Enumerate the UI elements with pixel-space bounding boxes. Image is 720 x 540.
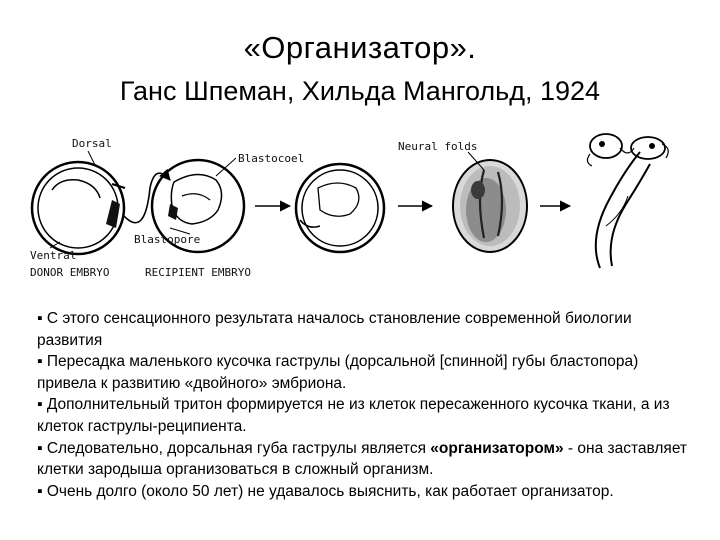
bullet-bold-term: «организатором» <box>430 439 564 457</box>
bullet-marker: ▪ <box>37 310 43 327</box>
bullet-list <box>37 308 697 502</box>
label-recipient-embryo: RECIPIENT EMBRYO <box>145 266 251 279</box>
bullet-marker: ▪ <box>37 482 43 500</box>
bullet-marker: ▪ <box>37 396 43 414</box>
label-neural-folds: Neural folds <box>398 140 478 153</box>
bullet-text: Следовательно, дорсальная губа гаструлы является <box>46 439 431 457</box>
neurula-drawing <box>453 160 527 252</box>
page-subtitle: Ганс Шпеман, Хильда Мангольд, 1924 <box>119 76 601 106</box>
transplant-diagram <box>0 118 720 286</box>
bullet-item <box>37 481 697 503</box>
bullet-marker: ▪ <box>37 439 43 457</box>
bullet-text: - она заставляет клетки зародыша организоваться в сложный организм. <box>37 439 688 479</box>
label-blastocoel: Blastocoel <box>238 152 305 165</box>
gastrula-drawing <box>296 164 384 252</box>
donor-embryo-drawing <box>32 162 125 254</box>
bullet-item <box>37 308 697 351</box>
bullet-marker: ▪ <box>37 353 43 371</box>
label-donor-embryo: DONOR EMBRYO <box>30 266 110 279</box>
bullet-text: Дополнительный тритон формируется не из клеток пересаженного кусочка ткани, а из клеток гаструлы-реципиента. <box>37 396 670 435</box>
bullet-item <box>37 438 697 481</box>
bullet-item <box>37 351 697 394</box>
bullet-item <box>37 394 697 437</box>
bullet-text: Очень долго (около 50 лет) не удавалось выяснить, как работает организатор. <box>46 482 614 500</box>
page-title: «Организатор». <box>243 30 477 65</box>
double-larva-drawing <box>587 134 668 268</box>
bullet-text: Пересадка маленького кусочка гаструлы (дорсальной [спинной] губы бластопора) привела к развитию «двойного» эмбриона. <box>37 353 639 392</box>
label-blastopore: Blastopore <box>134 233 201 246</box>
label-dorsal: Dorsal <box>72 137 112 150</box>
label-ventral: Ventral <box>30 249 77 262</box>
bullet-text: С этого сенсационного результата началось становление современной биологии развития <box>37 310 632 349</box>
